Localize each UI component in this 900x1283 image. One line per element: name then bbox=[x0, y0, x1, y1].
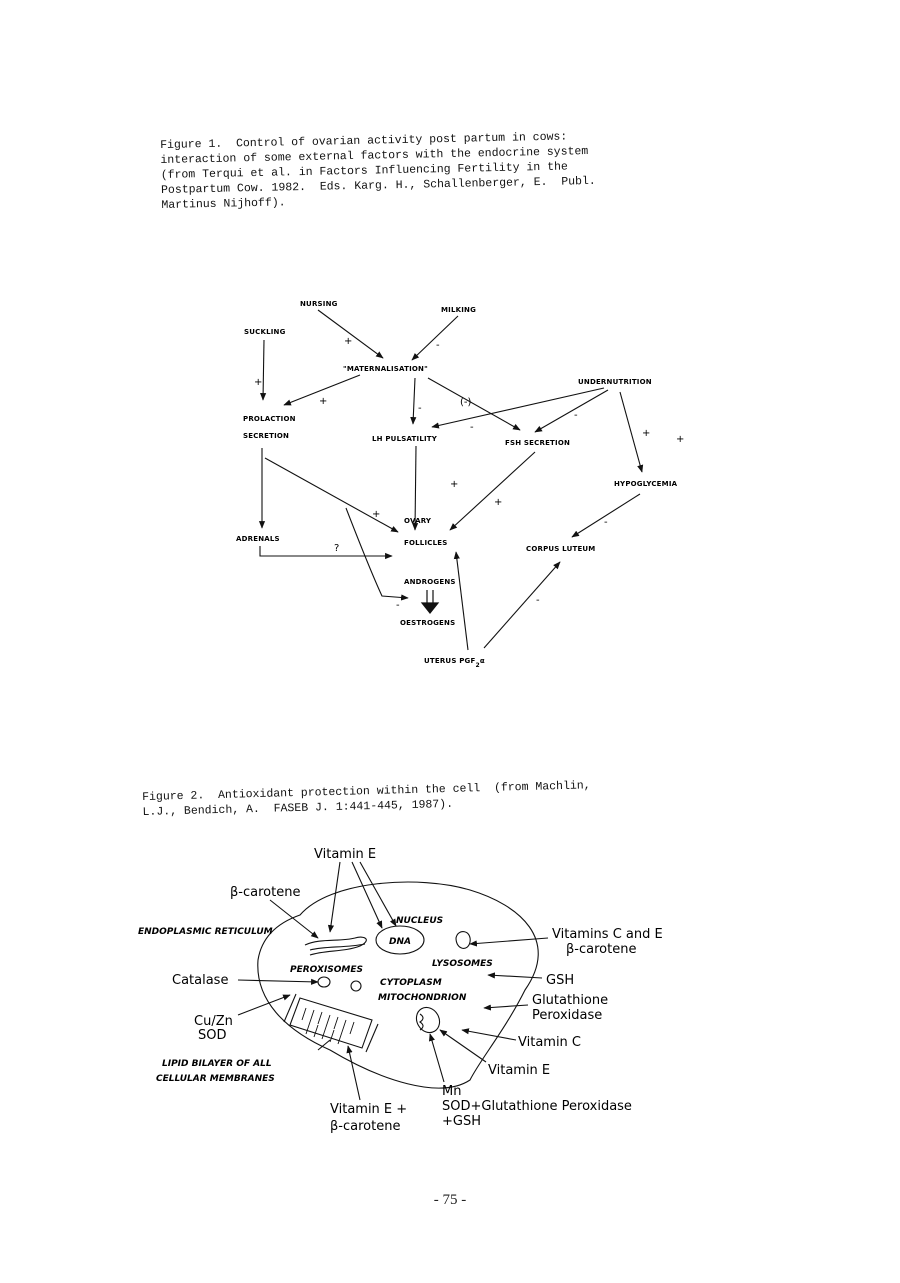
arrow-vitamin-c bbox=[462, 1030, 516, 1040]
node-adrenals: ADRENALS bbox=[236, 535, 280, 543]
lipid-bilayer-hatch bbox=[302, 1008, 354, 1044]
sign-minus: - bbox=[470, 422, 474, 433]
page-number: - 75 - bbox=[433, 1192, 467, 1208]
label-vitamin-e-right: Vitamin E bbox=[488, 1063, 551, 1078]
label-plus-gsh: +GSH bbox=[442, 1114, 481, 1129]
node-prolaction: PROLACTION bbox=[243, 415, 296, 423]
peroxisome-shape bbox=[351, 981, 361, 991]
label-nucleus: NUCLEUS bbox=[396, 916, 444, 926]
arrow-vitamin-e-er bbox=[330, 862, 340, 932]
node-suckling: SUCKLING bbox=[244, 328, 286, 336]
sign-minus: - bbox=[536, 595, 540, 606]
arrow-glutathione-cytoplasm bbox=[484, 1005, 528, 1008]
label-beta-carotene-bottom: β-carotene bbox=[330, 1119, 401, 1134]
node-nursing: NURSING bbox=[300, 300, 338, 308]
figure-2-caption: Figure 2. Antioxidant protection within the cell (from Machlin, L.J., Bendich, A. FASEB J. 1:441-445, 1987). bbox=[142, 779, 591, 819]
label-mn: Mn bbox=[442, 1084, 462, 1099]
endoplasmic-reticulum-shape bbox=[305, 937, 366, 955]
lysosome-shape bbox=[456, 932, 470, 949]
peroxisome-shape bbox=[318, 977, 330, 987]
node-follicles: FOLLICLES bbox=[404, 539, 448, 547]
sign-plus: + bbox=[372, 509, 381, 520]
sign-paren-minus: (-) bbox=[460, 397, 472, 408]
label-vitamin-e-top: Vitamin E bbox=[314, 847, 377, 862]
arrow-vitamin-e-nucleus bbox=[360, 862, 396, 926]
label-catalase: Catalase bbox=[172, 973, 229, 988]
label-cuzn: Cu/Zn bbox=[194, 1014, 233, 1029]
label-endoplasmic-reticulum: ENDOPLASMIC RETICULUM bbox=[138, 927, 273, 937]
arrow-vitamin-e-bilayer bbox=[348, 1046, 360, 1100]
label-cytoplasm: CYTOPLASM bbox=[380, 978, 442, 988]
arrow-cuzn-sod bbox=[238, 995, 290, 1015]
sign-plus: + bbox=[676, 434, 685, 445]
label-beta-carotene-right: β-carotene bbox=[566, 942, 637, 957]
sign-question: ? bbox=[334, 543, 340, 554]
label-vitamin-e-plus: Vitamin E + bbox=[330, 1102, 408, 1117]
lipid-bilayer-edge bbox=[284, 994, 296, 1022]
sign-plus: + bbox=[642, 428, 651, 439]
label-gsh: GSH bbox=[546, 973, 575, 988]
sign-minus: - bbox=[604, 517, 608, 528]
arrow-vitamin-e-mito bbox=[440, 1030, 486, 1062]
node-lh-pulsatility: LH PULSATILITY bbox=[372, 435, 438, 443]
label-vitamin-c: Vitamin C bbox=[518, 1035, 582, 1050]
lipid-bilayer-edge bbox=[366, 1024, 378, 1052]
arrow-catalase-peroxisome bbox=[238, 980, 318, 982]
node-androgens: ANDROGENS bbox=[404, 578, 456, 586]
node-ovary: OVARY bbox=[404, 517, 432, 525]
sign-plus: + bbox=[319, 396, 328, 407]
sign-minus: - bbox=[574, 410, 578, 421]
label-glutathione: Glutathione bbox=[532, 993, 609, 1008]
node-secretion: SECRETION bbox=[243, 432, 290, 440]
node-hypoglycemia: HYPOGLYCEMIA bbox=[614, 480, 678, 488]
mitochondrion-shape bbox=[412, 1003, 444, 1037]
node-corpus-luteum: CORPUS LUTEUM bbox=[526, 545, 596, 553]
node-maternalisation: "MATERNALISATION" bbox=[343, 365, 428, 373]
sign-minus: - bbox=[418, 403, 422, 414]
label-lipid-bilayer-2: CELLULAR MEMBRANES bbox=[156, 1074, 275, 1084]
label-mitochondrion: MITOCHONDRION bbox=[378, 993, 467, 1003]
arrow-mn-sod-mito bbox=[430, 1034, 444, 1082]
sign-plus: + bbox=[494, 497, 503, 508]
label-peroxidase: Peroxidase bbox=[532, 1008, 603, 1023]
label-vitamins-c-e: Vitamins C and E bbox=[552, 927, 663, 942]
sign-plus: + bbox=[344, 336, 353, 347]
node-uterus-pgf: UTERUS PGF2α bbox=[424, 657, 485, 669]
sign-minus: - bbox=[436, 340, 440, 351]
label-dna: DNA bbox=[389, 937, 411, 947]
label-beta-carotene-top: β-carotene bbox=[230, 885, 301, 900]
label-sod: SOD bbox=[198, 1028, 227, 1043]
sign-plus: + bbox=[254, 377, 263, 388]
label-lysosomes: LYSOSOMES bbox=[432, 959, 493, 969]
node-fsh-secretion: FSH SECRETION bbox=[505, 439, 571, 447]
label-lipid-bilayer-1: LIPID BILAYER OF ALL bbox=[162, 1059, 272, 1069]
node-oestrogens: OESTROGENS bbox=[400, 619, 456, 627]
label-peroxisomes: PEROXISOMES bbox=[290, 965, 364, 975]
sign-minus: - bbox=[396, 600, 400, 611]
sign-plus: + bbox=[450, 479, 459, 490]
lipid-bilayer-shape bbox=[290, 998, 372, 1048]
node-milking: MILKING bbox=[441, 306, 477, 314]
arrow-vitamin-e-nucleus bbox=[352, 862, 382, 928]
figure-1-caption: Figure 1. Control of ovarian activity post partum in cows: interaction of some external factors with the endocrine system (from Terqui et al. in Factors Influencing Fertility in the Postpartum Cow. 1982. Eds. Karg. H., Schallenberger, E. Publ. Martinus Nijhoff). bbox=[160, 130, 596, 212]
label-sod-glutathione-peroxidase: SOD+Glutathione Peroxidase bbox=[442, 1099, 632, 1114]
node-undernutrition: UNDERNUTRITION bbox=[578, 378, 652, 386]
